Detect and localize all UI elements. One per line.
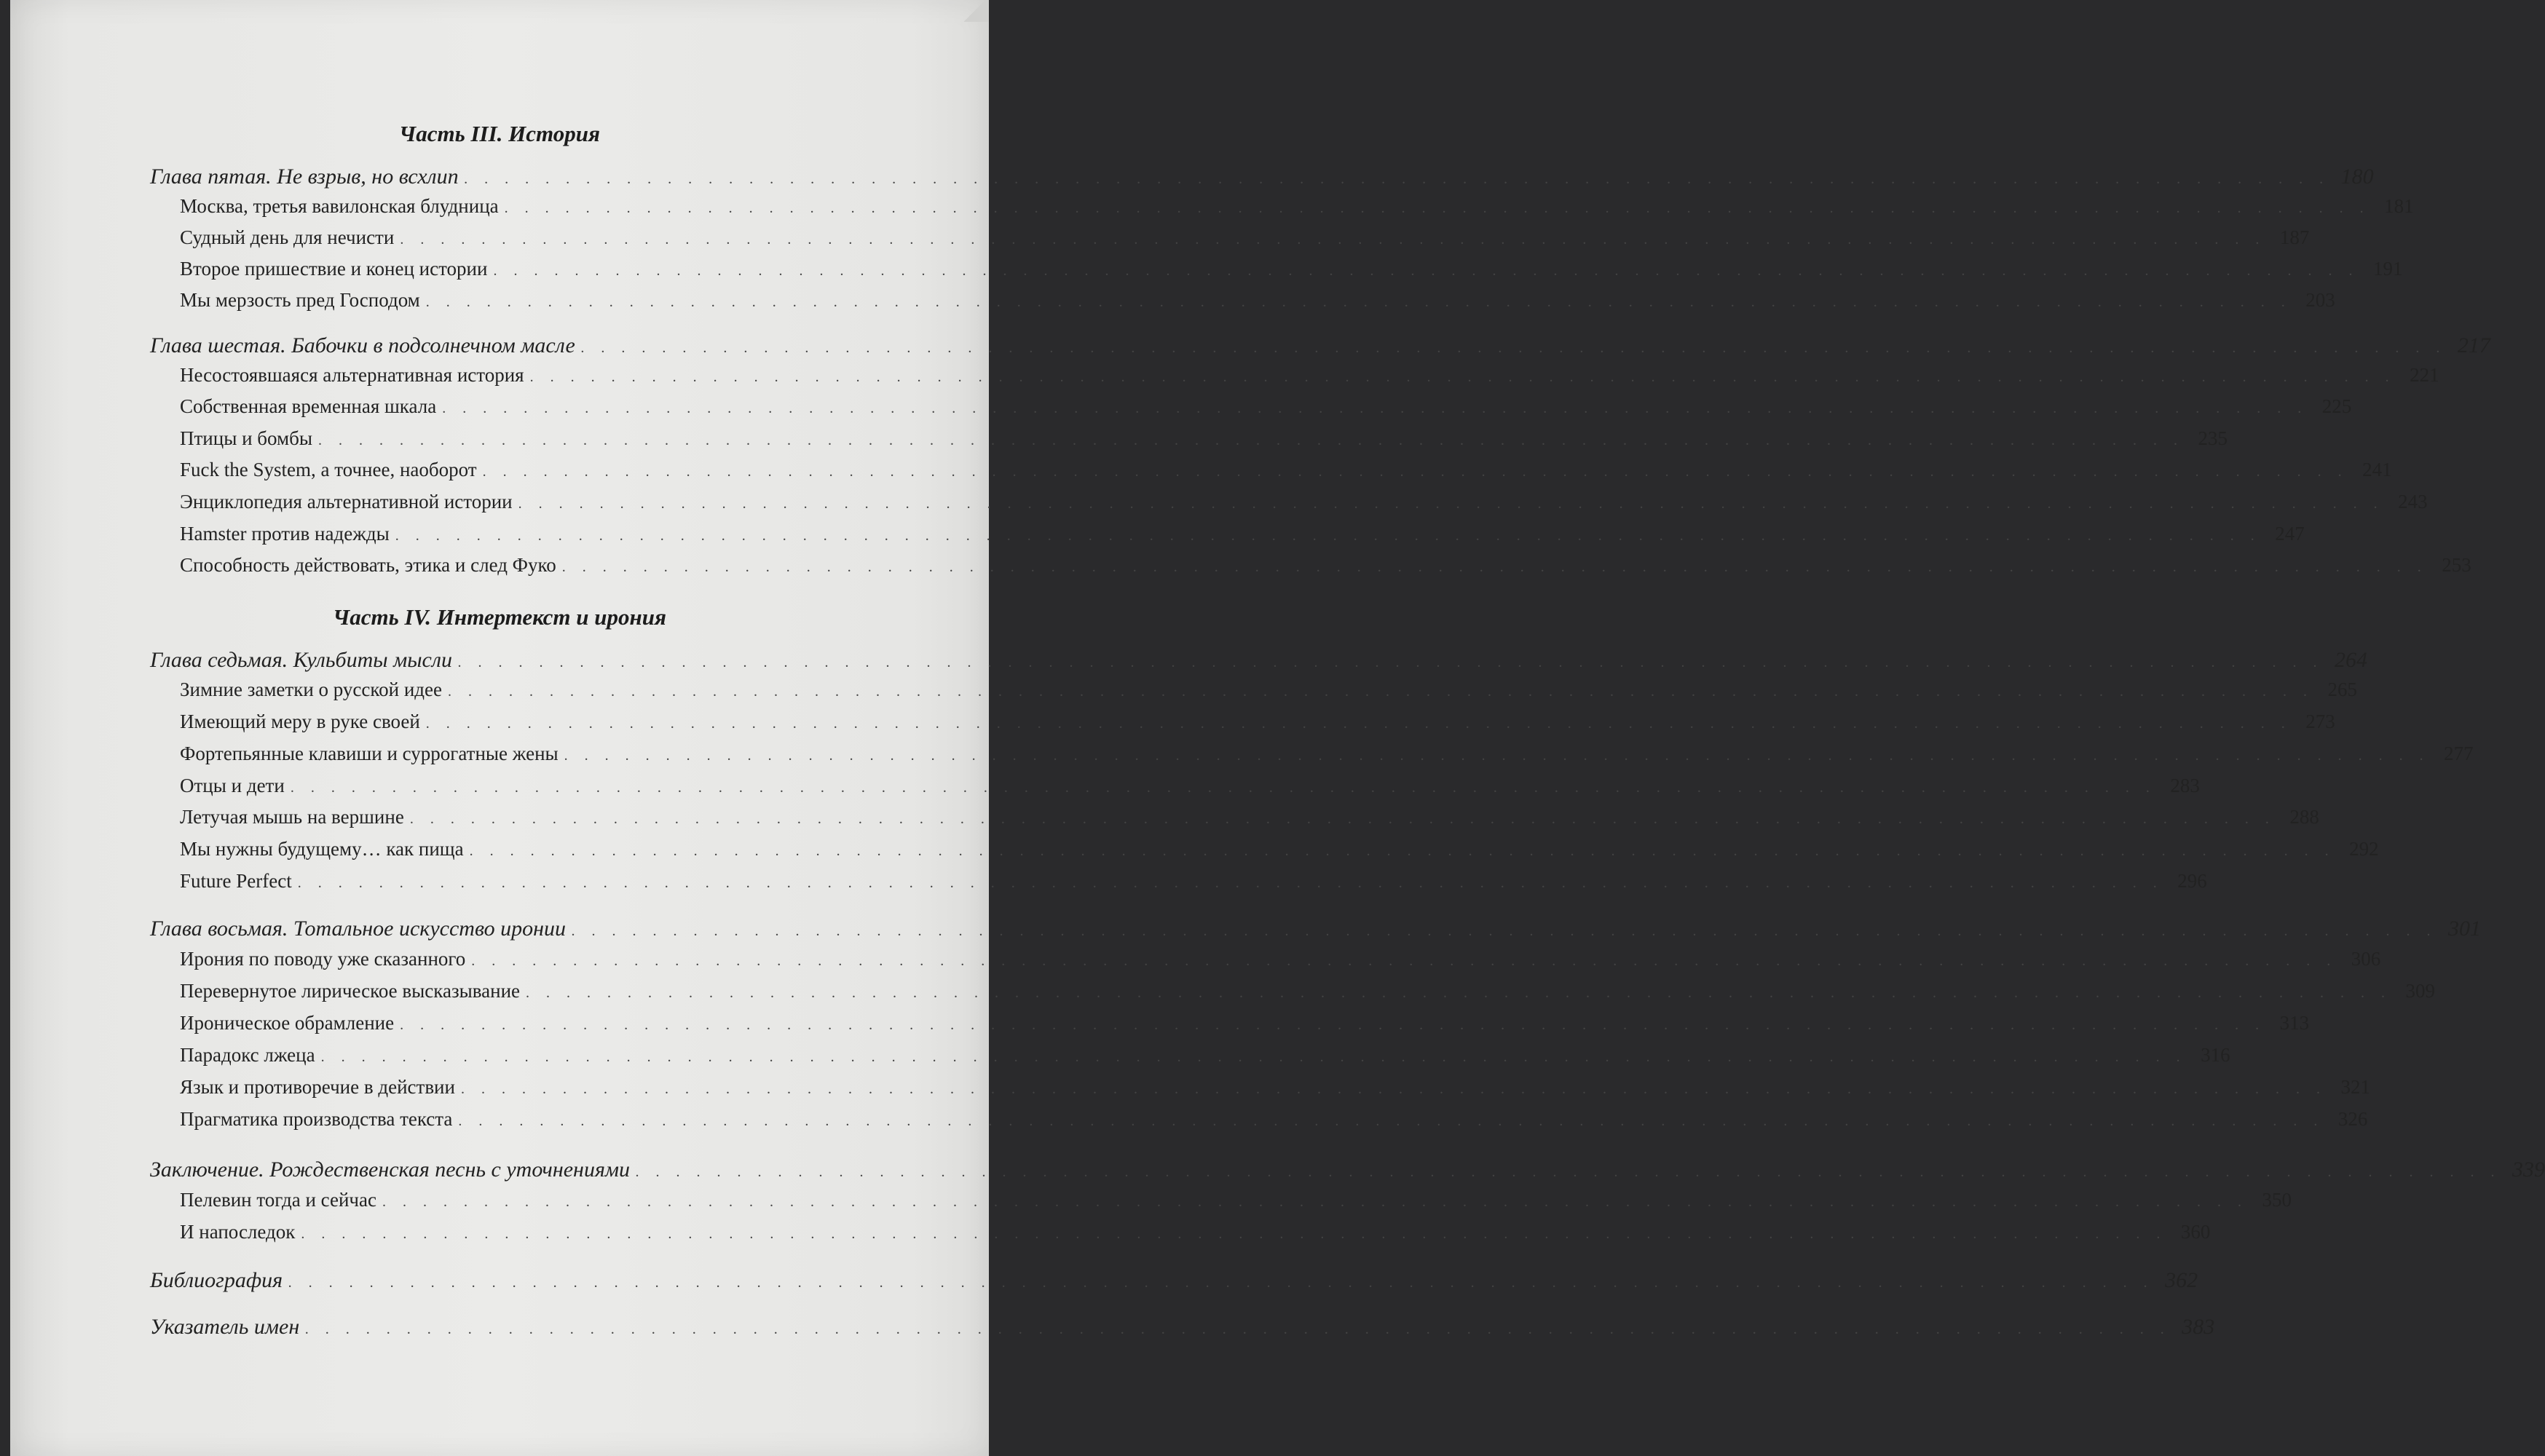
section-title: Перевернутое лирическое высказывание	[180, 980, 521, 1002]
toc-section-row	[180, 1108, 2368, 1131]
section-title: Способность действовать, этика и след Фуко	[180, 554, 556, 576]
page-number: 288	[2289, 806, 2319, 828]
page-number: 180	[2340, 165, 2374, 189]
page-number: 316	[2201, 1044, 2230, 1066]
page-number: 326	[2337, 1108, 2368, 1130]
page-number: 306	[2351, 948, 2381, 970]
leader-dots: . . . . . . . . . . . . . . . . . . . . . . . . . . . . . . . . . . . . . . . . . . . . . . . . . . . . . . . . . . . . . . . . . . . . . . . . . . . . . . . . . . . . . . . . . . . .	[529, 369, 2396, 385]
chapter-title: Глава восьмая. Тотальное искусство иронии	[150, 917, 566, 941]
leader-dots: . . . . . . . . . . . . . . . . . . . . . . . . . . . . . . . . . . . . . . . . . . . . . . . . . . . . . . . . . . . . . . . . . . . . . . . . . . . . . . . . . . . . . . . . . . . .	[301, 1226, 2167, 1242]
leader-dots: . . . . . . . . . . . . . . . . . . . . . . . . . . . . . . . . . . . . . . . . . . . . . . . . . . . . . . . . . . . . . . . . . . . . . . . . . . . . . . . . . . . . . . . . . . . .	[564, 748, 2430, 764]
page-number: 181	[2384, 195, 2414, 217]
page-number: 265	[2327, 678, 2357, 700]
leader-dots: . . . . . . . . . . . . . . . . . . . . . . . . . . . . . . . . . . . . . . . . . . . . . . . . . . . . . . . . . . . . . . . . . . . . . . . . . . . . . . . . . . . . . . . . . . . .	[288, 1275, 2155, 1291]
section-title: Парадокс лжеца	[180, 1044, 315, 1066]
book-page	[10, 0, 2545, 1456]
toc-section-row	[180, 258, 2403, 280]
section-title: Fuck the System, а точнее, наоборот	[180, 459, 477, 480]
section-title: Москва, третья вавилонская блудница	[180, 195, 499, 217]
leader-dots: . . . . . . . . . . . . . . . . . . . . . . . . . . . . . . . . . . . . . . . . . . . . . . . . . . . . . . . . . . . . . . . . . . . . . . . . . . . . . . . . . . . . . . . . . . . .	[469, 843, 2335, 859]
toc-chapter-row	[150, 917, 2481, 941]
toc-section-row	[180, 980, 2436, 1002]
section-title: Второе пришествие и конец истории	[180, 258, 488, 280]
chapter-title: Глава шестая. Бабочки в подсолнечном масле	[150, 333, 575, 357]
page-number: 362	[2165, 1268, 2198, 1292]
page-number: 264	[2334, 648, 2367, 672]
page-number: 221	[2410, 364, 2439, 386]
section-title: Птицы и бомбы	[180, 427, 312, 449]
page-number: 383	[2182, 1315, 2215, 1339]
page-number: 283	[2170, 775, 2200, 796]
leader-dots: . . . . . . . . . . . . . . . . . . . . . . . . . . . . . . . . . . . . . . . . . . . . . . . . . . . . . . . . . . . . . . . . . . . . . . . . . . . . . . . . . . . . . . . . . . . .	[471, 953, 2337, 969]
page-number: 187	[2279, 226, 2310, 248]
toc-section-row	[180, 870, 2207, 893]
toc-section-row	[180, 289, 2335, 312]
toc-section-row	[180, 711, 2335, 733]
toc-section-row	[180, 427, 2228, 450]
section-title: Пелевин тогда и сейчас	[180, 1189, 376, 1211]
page-number: 235	[2198, 427, 2228, 449]
leader-dots: . . . . . . . . . . . . . . . . . . . . . . . . . . . . . . . . . . . . . . . . . . . . . . . . . . . . . . . . . . . . . . . . . . . . . . . . . . . . . . . . . . . . . . . . . . . .	[460, 1081, 2327, 1097]
toc-chapter-row	[150, 648, 2367, 673]
section-title: Фортепьянные клавиши и суррогатные жены	[180, 743, 559, 764]
section-title: Судный день для нечисти	[180, 226, 395, 248]
section-title: Зимние заметки о русской идее	[180, 678, 442, 700]
leader-dots: . . . . . . . . . . . . . . . . . . . . . . . . . . . . . . . . . . . . . . . . . . . . . . . . . . . . . . . . . . . . . . . . . . . . . . . . . . . . . . . . . . . . . . . . . . . .	[464, 171, 2330, 187]
section-title: Мы мерзость пред Господом	[180, 289, 420, 311]
toc-chapter-row	[150, 1268, 2198, 1293]
leader-dots: . . . . . . . . . . . . . . . . . . . . . . . . . . . . . . . . . . . . . . . . . . . . . . . . . . . . . . . . . . . . . . . . . . . . . . . . . . . . . . . . . . . . . . . . . . . .	[290, 780, 2156, 796]
section-title: Язык и противоречие в действии	[180, 1076, 455, 1098]
page-number: 360	[2180, 1221, 2211, 1243]
toc-section-row	[180, 775, 2200, 797]
leader-dots: . . . . . . . . . . . . . . . . . . . . . . . . . . . . . . . . . . . . . . . . . . . . . . . . . . . . . . . . . . . . . . . . . . . . . . . . . . . . . . . . . . . . . . . . . . . .	[442, 400, 2308, 416]
part-title: Часть IV. Интертекст и ирония	[333, 604, 666, 630]
section-title: Летучая мышь на вершине	[180, 806, 404, 828]
page-number: 203	[2305, 289, 2335, 311]
page-number: 292	[2349, 838, 2379, 860]
page-number: 309	[2405, 980, 2436, 1002]
toc-section-row	[180, 1012, 2310, 1034]
toc-section-row	[180, 226, 2310, 249]
toc-section-row	[180, 838, 2379, 860]
page-number: 253	[2442, 554, 2471, 576]
leader-dots: . . . . . . . . . . . . . . . . . . . . . . . . . . . . . . . . . . . . . . . . . . . . . . . . . . . . . . . . . . . . . . . . . . . . . . . . . . . . . . . . . . . . . . . . . . . .	[504, 200, 2370, 216]
leader-dots: . . . . . . . . . . . . . . . . . . . . . . . . . . . . . . . . . . . . . . . . . . . . . . . . . . . . . . . . . . . . . . . . . . . . . . . . . . . . . . . . . . . . . . . . . . . .	[305, 1321, 2171, 1337]
toc-section-row	[180, 678, 2357, 701]
toc-section-row	[180, 459, 2392, 481]
section-title: Ирония по поводу уже сказанного	[180, 948, 466, 970]
leader-dots: . . . . . . . . . . . . . . . . . . . . . . . . . . . . . . . . . . . . . . . . . . . . . . . . . . . . . . . . . . . . . . . . . . . . . . . . . . . . . . . . . . . . . . . . . . . .	[518, 496, 2384, 512]
page-number: 321	[2340, 1076, 2370, 1098]
page-number: 350	[2262, 1189, 2292, 1211]
toc-section-row	[180, 523, 2305, 545]
leader-dots: . . . . . . . . . . . . . . . . . . . . . . . . . . . . . . . . . . . . . . . . . . . . . . . . . . . . . . . . . . . . . . . . . . . . . . . . . . . . . . . . . . . . . . . . . . . .	[409, 811, 2276, 827]
section-title: Энциклопедия альтернативной истории	[180, 491, 513, 513]
leader-dots: . . . . . . . . . . . . . . . . . . . . . . . . . . . . . . . . . . . . . . . . . . . . . . . . . . . . . . . . . . . . . . . . . . . . . . . . . . . . . . . . . . . . . . . . . . . .	[382, 1194, 2248, 1210]
leader-dots: . . . . . . . . . . . . . . . . . . . . . . . . . . . . . . . . . . . . . . . . . . . . . . . . . . . . . . . . . . . . . . . . . . . . . . . . . . . . . . . . . . . . . . . . . . . .	[493, 263, 2359, 279]
page-number: 243	[2398, 491, 2428, 513]
page-number: 273	[2305, 711, 2335, 732]
leader-dots: . . . . . . . . . . . . . . . . . . . . . . . . . . . . . . . . . . . . . . . . . . . . . . . . . . . . . . . . . . . . . . . . . . . . . . . . . . . . . . . . . . . . . . . . . . . .	[636, 1164, 2502, 1180]
section-title: Мы нужны будущему… как пища	[180, 838, 464, 860]
leader-dots: . . . . . . . . . . . . . . . . . . . . . . . . . . . . . . . . . . . . . . . . . . . . . . . . . . . . . . . . . . . . . . . . . . . . . . . . . . . . . . . . . . . . . . . . . . . .	[400, 1017, 2266, 1033]
leader-dots: . . . . . . . . . . . . . . . . . . . . . . . . . . . . . . . . . . . . . . . . . . . . . . . . . . . . . . . . . . . . . . . . . . . . . . . . . . . . . . . . . . . . . . . . . . . .	[425, 716, 2292, 732]
toc-section-row	[180, 554, 2471, 577]
part-title: Часть III. История	[399, 121, 600, 146]
toc-section-row	[180, 1221, 2211, 1243]
leader-dots: . . . . . . . . . . . . . . . . . . . . . . . . . . . . . . . . . . . . . . . . . . . . . . . . . . . . . . . . . . . . . . . . . . . . . . . . . . . . . . . . . . . . . . . . . . . .	[561, 559, 2428, 575]
section-title: Hamster против надежды	[180, 523, 390, 545]
section-title: Отцы и дети	[180, 775, 285, 796]
section-title: Собственная временная шкала	[180, 395, 437, 417]
page-number: 247	[2275, 523, 2305, 545]
leader-dots: . . . . . . . . . . . . . . . . . . . . . . . . . . . . . . . . . . . . . . . . . . . . . . . . . . . . . . . . . . . . . . . . . . . . . . . . . . . . . . . . . . . . . . . . . . . .	[320, 1049, 2187, 1065]
toc-chapter-row	[150, 333, 2490, 358]
toc-chapter-row	[150, 165, 2374, 189]
chapter-title: Заключение. Рождественская песнь с уточнениями	[150, 1158, 631, 1182]
toc-section-row	[180, 1044, 2230, 1067]
page-number: 217	[2457, 333, 2490, 357]
table-of-contents	[10, 0, 2545, 1456]
section-title: И напоследок	[180, 1221, 296, 1243]
leader-dots: . . . . . . . . . . . . . . . . . . . . . . . . . . . . . . . . . . . . . . . . . . . . . . . . . . . . . . . . . . . . . . . . . . . . . . . . . . . . . . . . . . . . . . . . . . . .	[458, 1113, 2324, 1129]
leader-dots: . . . . . . . . . . . . . . . . . . . . . . . . . . . . . . . . . . . . . . . . . . . . . . . . . . . . . . . . . . . . . . . . . . . . . . . . . . . . . . . . . . . . . . . . . . . .	[297, 875, 2163, 891]
leader-dots: . . . . . . . . . . . . . . . . . . . . . . . . . . . . . . . . . . . . . . . . . . . . . . . . . . . . . . . . . . . . . . . . . . . . . . . . . . . . . . . . . . . . . . . . . . . .	[571, 923, 2437, 939]
toc-section-row	[180, 395, 2352, 418]
toc-chapter-row	[150, 1158, 2545, 1182]
leader-dots: . . . . . . . . . . . . . . . . . . . . . . . . . . . . . . . . . . . . . . . . . . . . . . . . . . . . . . . . . . . . . . . . . . . . . . . . . . . . . . . . . . . . . . . . . . . .	[526, 985, 2392, 1001]
page-number: 296	[2177, 870, 2207, 892]
leader-dots: . . . . . . . . . . . . . . . . . . . . . . . . . . . . . . . . . . . . . . . . . . . . . . . . . . . . . . . . . . . . . . . . . . . . . . . . . . . . . . . . . . . . . . . . . . . .	[448, 684, 2313, 700]
leader-dots: . . . . . . . . . . . . . . . . . . . . . . . . . . . . . . . . . . . . . . . . . . . . . . . . . . . . . . . . . . . . . . . . . . . . . . . . . . . . . . . . . . . . . . . . . . . .	[425, 294, 2292, 310]
page-number: 191	[2372, 258, 2403, 280]
leader-dots: . . . . . . . . . . . . . . . . . . . . . . . . . . . . . . . . . . . . . . . . . . . . . . . . . . . . . . . . . . . . . . . . . . . . . . . . . . . . . . . . . . . . . . . . . . . .	[317, 432, 2184, 448]
chapter-title: Глава седьмая. Кульбиты мысли	[150, 648, 452, 672]
toc-section-row	[180, 806, 2319, 828]
section-title: Ироническое обрамление	[180, 1012, 395, 1034]
section-title: Прагматика производства текста	[180, 1108, 453, 1130]
toc-section-row	[180, 743, 2474, 765]
page-number: 301	[2447, 917, 2481, 941]
page-number: 277	[2444, 743, 2474, 764]
index-title: Указатель имен	[150, 1315, 300, 1339]
toc-chapter-row	[150, 1315, 2215, 1340]
toc-section-row	[180, 195, 2414, 218]
leader-dots: . . . . . . . . . . . . . . . . . . . . . . . . . . . . . . . . . . . . . . . . . . . . . . . . . . . . . . . . . . . . . . . . . . . . . . . . . . . . . . . . . . . . . . . . . . . .	[457, 654, 2324, 670]
bibliography-title: Библиография	[150, 1268, 283, 1292]
toc-section-row	[180, 948, 2381, 970]
toc-section-row	[180, 1189, 2292, 1211]
section-title: Несостоявшаяся альтернативная история	[180, 364, 524, 386]
toc-section-row	[180, 491, 2428, 513]
toc-section-row	[180, 364, 2439, 387]
leader-dots: . . . . . . . . . . . . . . . . . . . . . . . . . . . . . . . . . . . . . . . . . . . . . . . . . . . . . . . . . . . . . . . . . . . . . . . . . . . . . . . . . . . . . . . . . . . .	[580, 340, 2447, 356]
leader-dots: . . . . . . . . . . . . . . . . . . . . . . . . . . . . . . . . . . . . . . . . . . . . . . . . . . . . . . . . . . . . . . . . . . . . . . . . . . . . . . . . . . . . . . . . . . . .	[482, 464, 2348, 480]
section-title: Имеющий меру в руке своей	[180, 711, 420, 732]
chapter-title: Глава пятая. Не взрыв, но всхлип	[150, 165, 459, 189]
section-title: Future Perfect	[180, 870, 292, 892]
page-number: 225	[2321, 395, 2352, 417]
leader-dots: . . . . . . . . . . . . . . . . . . . . . . . . . . . . . . . . . . . . . . . . . . . . . . . . . . . . . . . . . . . . . . . . . . . . . . . . . . . . . . . . . . . . . . . . . . . .	[395, 528, 2261, 544]
page-number: 339	[2512, 1158, 2545, 1182]
page-number: 313	[2279, 1012, 2310, 1034]
leader-dots: . . . . . . . . . . . . . . . . . . . . . . . . . . . . . . . . . . . . . . . . . . . . . . . . . . . . . . . . . . . . . . . . . . . . . . . . . . . . . . . . . . . . . . . . . . . .	[400, 232, 2266, 248]
toc-section-row	[180, 1076, 2370, 1099]
page-number: 241	[2362, 459, 2392, 480]
